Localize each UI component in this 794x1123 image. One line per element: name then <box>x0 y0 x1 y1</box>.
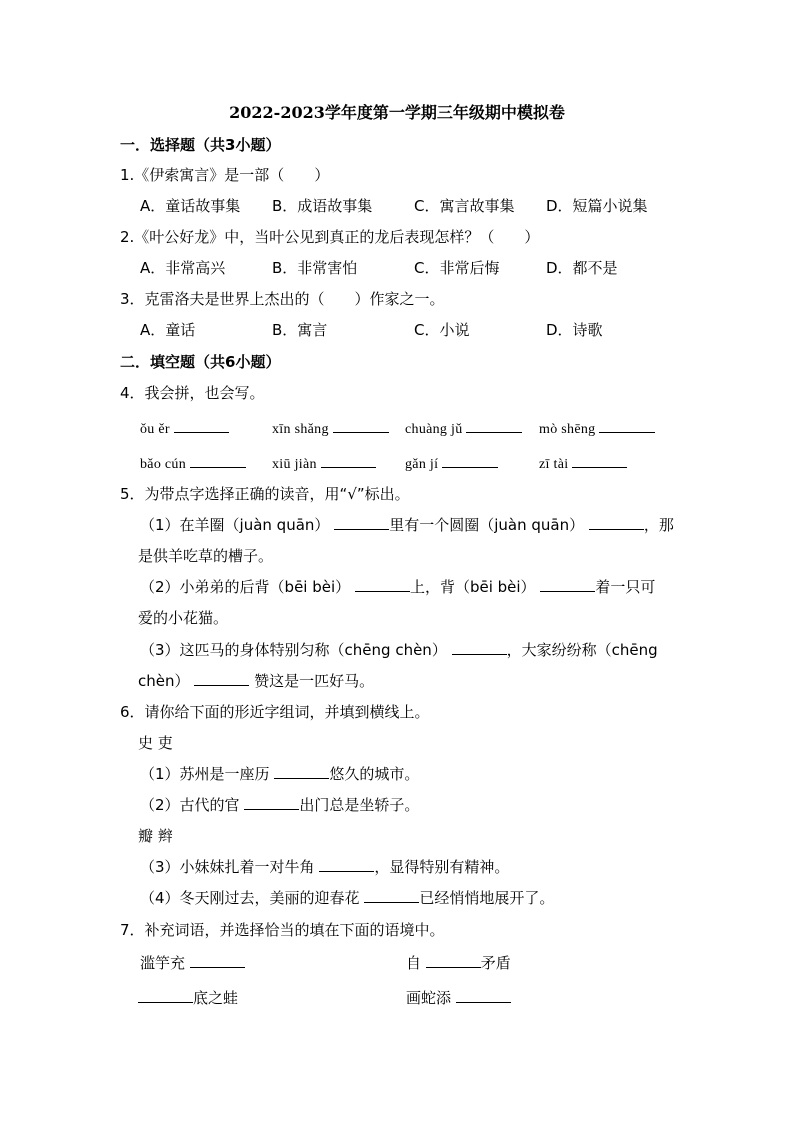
idiom-text: 自 <box>406 954 422 972</box>
answer-blank[interactable] <box>364 888 419 903</box>
q6-text: （2）古代的官 <box>140 796 240 814</box>
page-title: 2022-2023学年度第一学期三年级期中模拟卷 <box>229 103 565 122</box>
section-heading-choice: 一．选择题（共3小题） <box>120 136 281 154</box>
q5-text: 上，背（bēi bèi） <box>409 578 536 596</box>
answer-blank[interactable] <box>334 515 389 530</box>
answer-blank[interactable] <box>572 453 627 468</box>
answer-blank[interactable] <box>190 953 245 968</box>
question-7-stem: 7．补充词语，并选择恰当的填在下面的语境中。 <box>120 921 445 939</box>
idiom-1 <box>140 953 245 973</box>
q5-text: （1）在羊圈（juàn quān） <box>140 516 330 534</box>
answer-blank[interactable] <box>321 453 376 468</box>
pinyin-item <box>539 453 627 473</box>
q5-text: chèn） <box>138 672 190 690</box>
pinyin-text: mò shēng <box>539 422 596 437</box>
q5-line-1 <box>140 515 674 535</box>
answer-blank[interactable] <box>589 515 644 530</box>
pinyin-text: chuàng jǔ <box>405 422 463 437</box>
question-2-stem: 2.《叶公好龙》中，当叶公见到真正的龙后表现怎样？（ ） <box>120 228 540 246</box>
answer-blank[interactable] <box>194 671 249 686</box>
answer-blank[interactable] <box>442 453 498 468</box>
pinyin-item <box>405 418 522 438</box>
answer-blank[interactable] <box>355 577 410 592</box>
q3-option-b: B．寓言 <box>272 321 328 339</box>
answer-blank[interactable] <box>426 953 481 968</box>
answer-blank[interactable] <box>333 418 389 433</box>
pinyin-text: bǎo cún <box>140 457 187 472</box>
idiom-text: 画蛇添 <box>406 989 452 1007</box>
answer-blank[interactable] <box>190 453 246 468</box>
pinyin-item <box>140 418 229 438</box>
idiom-3 <box>138 988 238 1008</box>
question-5-stem: 5．为带点字选择正确的读音，用“√”标出。 <box>120 485 410 503</box>
q6-sentence-2 <box>140 795 419 815</box>
q3-option-d: D．诗歌 <box>546 321 603 339</box>
q1-option-a: A．童话故事集 <box>140 197 241 215</box>
q1-option-c: C．寓言故事集 <box>414 197 515 215</box>
q5-text: 里有一个圆圈（juàn quān） <box>389 516 585 534</box>
idiom-text: 矛盾 <box>480 954 511 972</box>
q2-option-c: C．非常后悔 <box>414 259 500 277</box>
q5-text: （3）这匹马的身体特别匀称（chēng chèn） <box>140 641 447 659</box>
q5-text: ，那 <box>643 516 674 534</box>
idiom-2 <box>406 953 511 973</box>
q6-text: （1）苏州是一座历 <box>140 765 270 783</box>
idiom-text: 底之蛙 <box>193 989 239 1007</box>
q6-text: 已经悄悄地展开了。 <box>419 889 555 907</box>
answer-blank[interactable] <box>456 988 511 1003</box>
question-1-stem: 1.《伊索寓言》是一部（ ） <box>120 166 330 184</box>
q5-line-5 <box>140 640 658 660</box>
q6-text: （3）小妹妹扎着一对牛角 <box>140 858 315 876</box>
answer-blank[interactable] <box>274 764 329 779</box>
pinyin-text: zī tài <box>539 457 569 472</box>
q2-option-a: A．非常高兴 <box>140 259 226 277</box>
answer-blank[interactable] <box>540 577 595 592</box>
q5-line-6 <box>138 671 374 691</box>
pinyin-text: ǒu ěr <box>140 422 170 437</box>
q5-line-3 <box>140 577 655 597</box>
idiom-4 <box>406 988 511 1008</box>
q2-option-d: D．都不是 <box>546 259 618 277</box>
q6-text: ，显得特别有精神。 <box>374 858 510 876</box>
pinyin-item <box>405 453 498 473</box>
q5-text: 赞这是一匹好马。 <box>254 672 375 690</box>
answer-blank[interactable] <box>174 418 229 433</box>
answer-blank[interactable] <box>138 988 193 1003</box>
q6-sentence-4 <box>140 888 554 908</box>
idiom-text: 滥竽充 <box>140 954 186 972</box>
q6-text: （4）冬天刚过去，美丽的迎春花 <box>140 889 360 907</box>
pinyin-text: gǎn jí <box>405 457 439 472</box>
q5-text: （2）小弟弟的后背（bēi bèi） <box>140 578 351 596</box>
q3-option-a: A．童话 <box>140 321 196 339</box>
similar-chars-2: 瓣 辫 <box>138 827 173 845</box>
q5-line-4: 爱的小花猫。 <box>138 609 229 627</box>
answer-blank[interactable] <box>452 640 507 655</box>
question-4-stem: 4．我会拼，也会写。 <box>120 384 265 402</box>
q6-sentence-1 <box>140 764 419 784</box>
q5-text: ，大家纷纷称（chēng <box>506 641 658 659</box>
q2-option-b: B．非常害怕 <box>272 259 358 277</box>
question-3-stem: 3．克雷洛夫是世界上杰出的（ ）作家之一。 <box>120 290 445 308</box>
q6-sentence-3 <box>140 857 509 877</box>
answer-blank[interactable] <box>466 418 522 433</box>
answer-blank[interactable] <box>599 418 655 433</box>
q1-option-d: D．短篇小说集 <box>546 197 648 215</box>
pinyin-text: xiū jiàn <box>272 457 317 472</box>
similar-chars-1: 史 吏 <box>138 734 173 752</box>
section-heading-fill: 二．填空题（共6小题） <box>120 353 281 371</box>
answer-blank[interactable] <box>244 795 299 810</box>
pinyin-text: xīn shǎng <box>272 422 329 437</box>
q5-text: 着一只可 <box>595 578 656 596</box>
q1-option-b: B．成语故事集 <box>272 197 373 215</box>
answer-blank[interactable] <box>319 857 374 872</box>
pinyin-item <box>539 418 655 438</box>
pinyin-item <box>272 418 389 438</box>
question-6-stem: 6．请你给下面的形近字组词，并填到横线上。 <box>120 703 430 721</box>
pinyin-item <box>272 453 376 473</box>
q6-text: 出门总是坐轿子。 <box>299 796 420 814</box>
q6-text: 悠久的城市。 <box>329 765 420 783</box>
q5-line-2: 是供羊吃草的槽子。 <box>138 547 274 565</box>
pinyin-item <box>140 453 246 473</box>
q3-option-c: C．小说 <box>414 321 470 339</box>
